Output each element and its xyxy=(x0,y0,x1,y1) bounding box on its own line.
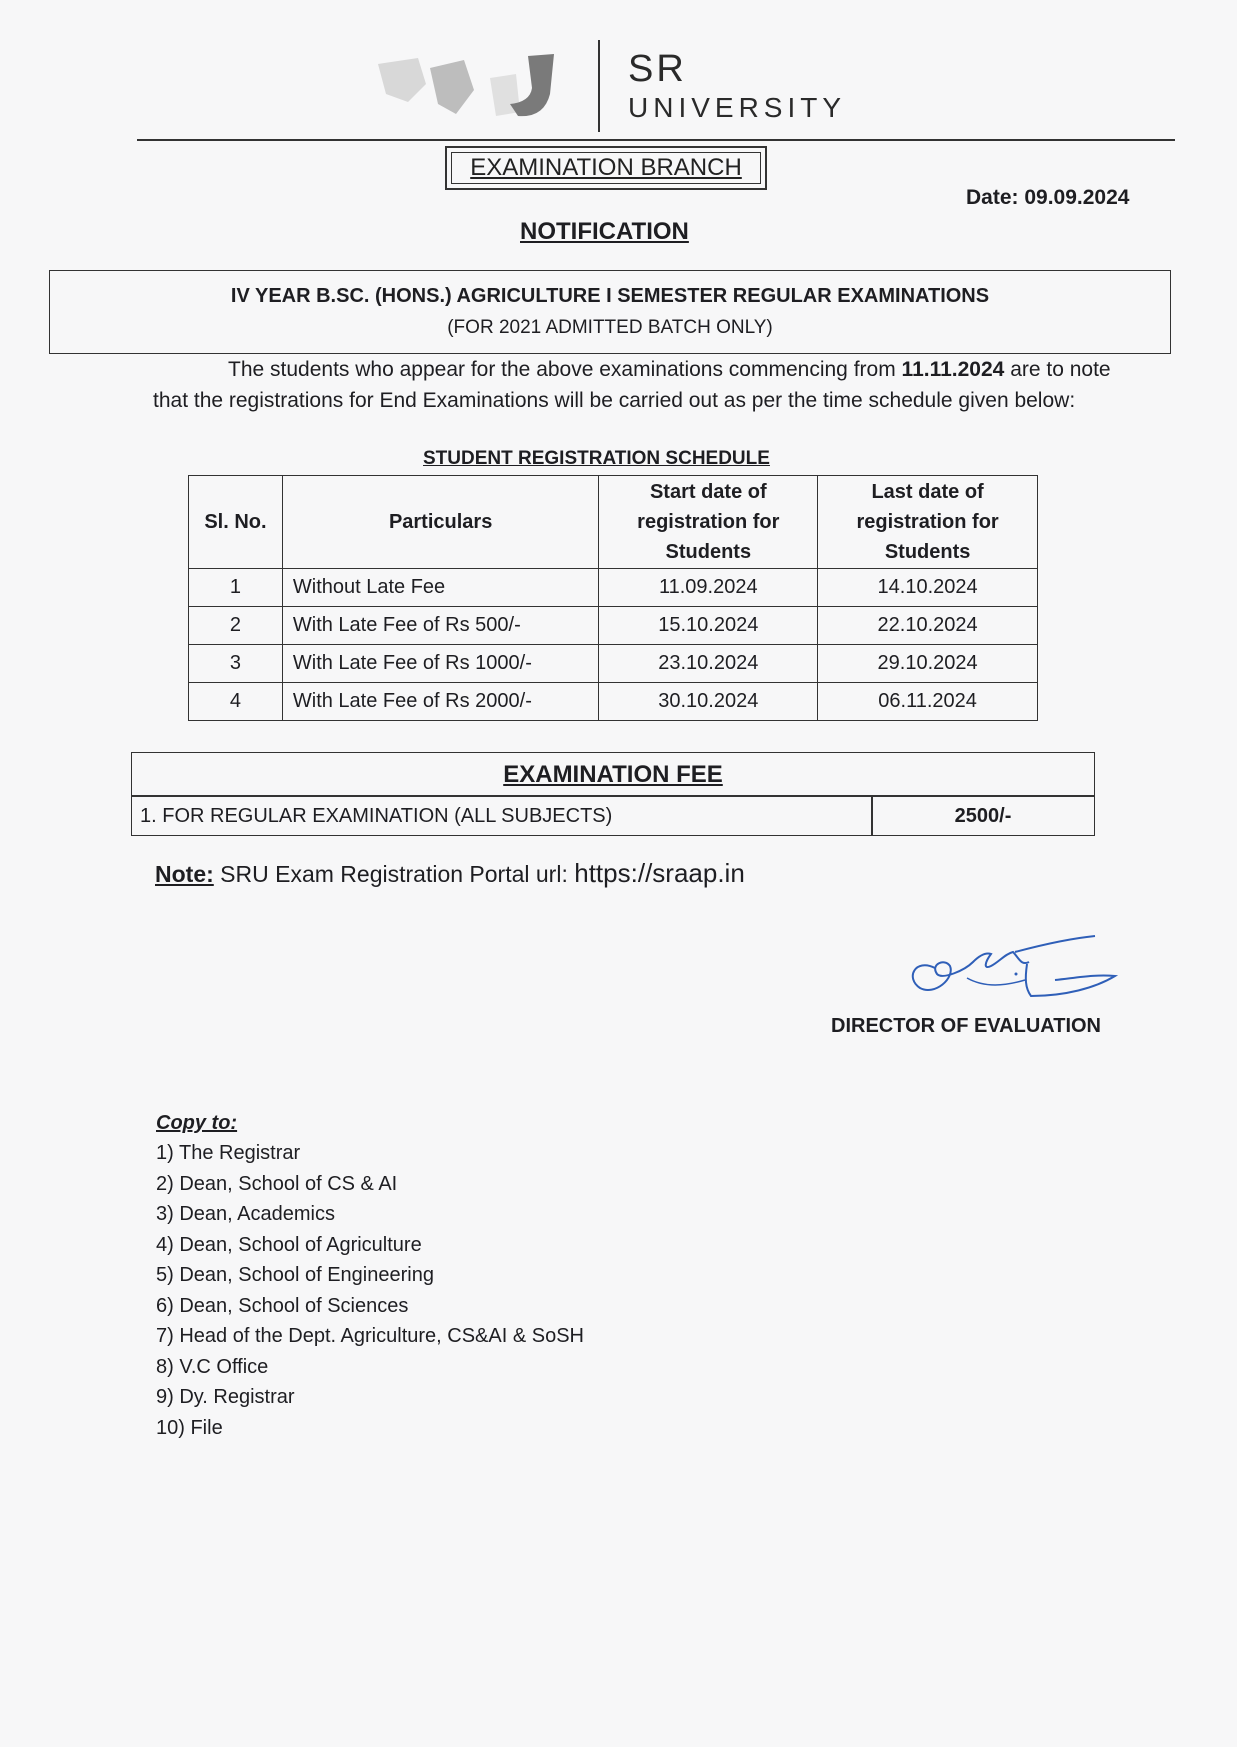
cell-start-date: 30.10.2024 xyxy=(599,683,818,721)
table-row xyxy=(189,569,1038,607)
exam-title: IV YEAR B.SC. (HONS.) AGRICULTURE I SEMESTER REGULAR EXAMINATIONS xyxy=(230,285,990,307)
list-item: 6) Dean, School of Sciences xyxy=(156,1294,409,1317)
list-item: 8) V.C Office xyxy=(156,1355,269,1378)
logo-text-sr: SR xyxy=(628,48,687,90)
cell-start-date: 23.10.2024 xyxy=(599,645,818,683)
cell-sl-no: 3 xyxy=(189,645,283,683)
list-item: 10) File xyxy=(156,1416,223,1439)
examination-branch-box xyxy=(445,146,767,190)
header-sl-no: Sl. No. xyxy=(189,476,283,569)
header-particulars: Particulars xyxy=(282,476,599,569)
intro-paragraph xyxy=(153,354,1143,416)
cell-sl-no: 2 xyxy=(189,607,283,645)
intro-text-1: The students who appear for the above examinations commencing from xyxy=(228,358,896,381)
header-rule xyxy=(137,139,1175,141)
cell-particulars: Without Late Fee xyxy=(282,569,599,607)
portal-note xyxy=(155,858,745,889)
commencement-date: 11.11.2024 xyxy=(901,358,1005,381)
logo-text-university: UNIVERSITY xyxy=(628,92,847,123)
copy-to-list xyxy=(156,1138,584,1443)
cell-start-date: 11.09.2024 xyxy=(599,569,818,607)
cell-last-date: 06.11.2024 xyxy=(818,683,1038,721)
copy-to-label: Copy to: xyxy=(156,1112,238,1134)
table-row xyxy=(189,683,1038,721)
registration-schedule-table xyxy=(188,475,1038,721)
university-logo-icon xyxy=(378,54,578,118)
notice-date: Date: 09.09.2024 xyxy=(966,186,1130,209)
cell-sl-no: 1 xyxy=(189,569,283,607)
notification-heading: NOTIFICATION xyxy=(520,218,689,245)
examination-fee-box xyxy=(131,752,1095,836)
university-logo xyxy=(378,40,898,132)
exam-subtitle: (FOR 2021 ADMITTED BATCH ONLY) xyxy=(447,317,773,338)
list-item: 5) Dean, School of Engineering xyxy=(156,1264,434,1286)
signatory-designation: DIRECTOR OF EVALUATION xyxy=(831,1015,1101,1037)
list-item: 9) Dy. Registrar xyxy=(156,1386,295,1408)
list-item: 7) Head of the Dept. Agriculture, CS&AI & SoSH xyxy=(156,1325,584,1347)
list-item: 2) Dean, School of CS & AI xyxy=(156,1172,398,1195)
fee-divider xyxy=(132,795,1094,797)
fee-item: 1. FOR REGULAR EXAMINATION (ALL SUBJECTS) xyxy=(140,805,613,827)
cell-last-date: 29.10.2024 xyxy=(818,645,1038,683)
portal-url-link[interactable]: https://sraap.in xyxy=(574,858,745,888)
table-row xyxy=(189,607,1038,645)
note-label: Note: xyxy=(155,861,214,887)
table-row xyxy=(189,645,1038,683)
exam-heading-box xyxy=(49,270,1171,354)
list-item: 3) Dean, Academics xyxy=(156,1203,335,1225)
branch-title: EXAMINATION BRANCH xyxy=(470,154,742,181)
cell-particulars: With Late Fee of Rs 1000/- xyxy=(282,645,599,683)
cell-sl-no: 4 xyxy=(189,683,283,721)
fee-amount: 2500/- xyxy=(954,805,1012,827)
director-signature xyxy=(895,918,1135,1008)
schedule-title: STUDENT REGISTRATION SCHEDULE xyxy=(423,448,770,469)
cell-particulars: With Late Fee of Rs 500/- xyxy=(282,607,599,645)
list-item: 1) The Registrar xyxy=(156,1142,301,1164)
table-header-row xyxy=(189,476,1038,569)
cell-start-date: 15.10.2024 xyxy=(599,607,818,645)
fee-title: EXAMINATION FEE xyxy=(503,761,723,788)
logo-divider xyxy=(598,40,600,132)
cell-last-date: 22.10.2024 xyxy=(818,607,1038,645)
header-start-date: Start date of registration for Students xyxy=(599,476,818,569)
list-item: 4) Dean, School of Agriculture xyxy=(156,1233,422,1256)
header-last-date: Last date of registration for Students xyxy=(818,476,1038,569)
cell-particulars: With Late Fee of Rs 2000/- xyxy=(282,683,599,721)
intro-text-2: are to note that the registrations for End Examinations will be carried out as per the time schedule given below: xyxy=(153,358,1111,412)
cell-last-date: 14.10.2024 xyxy=(818,569,1038,607)
note-text: SRU Exam Registration Portal url: xyxy=(220,861,568,887)
